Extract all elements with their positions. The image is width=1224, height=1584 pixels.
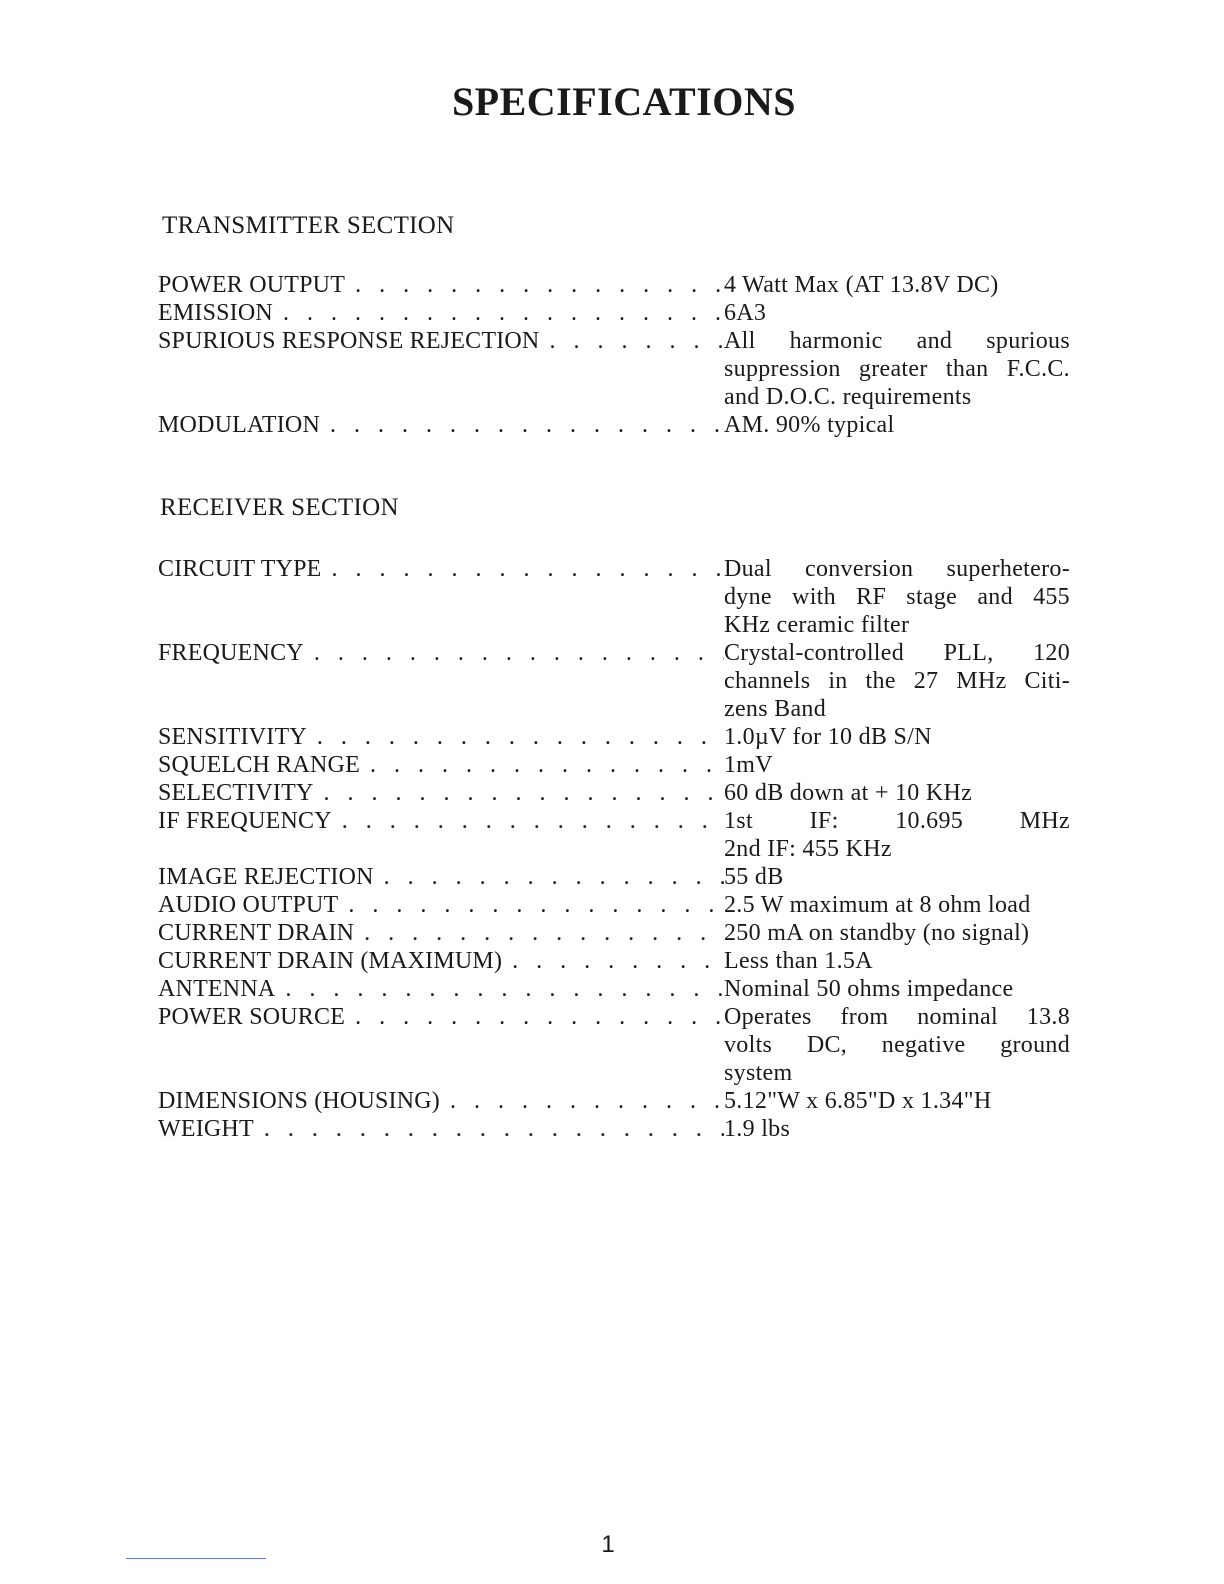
page-number: 1 [601, 1531, 615, 1558]
spec-label: POWER SOURCE [158, 1004, 346, 1030]
spec-row [158, 723, 1070, 751]
spec-value-line: channels in the 27 MHz Citi- [724, 668, 1070, 694]
spec-row [158, 327, 1070, 411]
spec-label: DIMENSIONS (HOUSING) [158, 1088, 440, 1114]
spec-label: SELECTIVITY [158, 780, 314, 806]
spec-row [158, 411, 1070, 439]
spec-value-line: 2.5 W maximum at 8 ohm load [724, 892, 1031, 918]
spec-value [724, 1087, 1070, 1115]
spec-label: AUDIO OUTPUT [158, 892, 339, 918]
spec-value-line: and D.O.C. requirements [724, 384, 972, 410]
spec-value-line: 1.0µV for 10 dB S/N [724, 724, 932, 750]
spec-value [724, 863, 1070, 891]
spec-value-line: Crystal-controlled PLL, 120 [724, 640, 1070, 666]
spec-value [724, 807, 1070, 863]
spec-value-line: Less than 1.5A [724, 948, 873, 974]
dot-leader [370, 751, 724, 779]
spec-label-group [158, 411, 724, 439]
spec-value-line: KHz ceramic filter [724, 612, 910, 638]
spec-label-group [158, 807, 724, 835]
spec-label-group [158, 1003, 724, 1031]
spec-value-line: Dual conversion superhetero- [724, 556, 1070, 582]
spec-label-group [158, 1087, 724, 1115]
dot-leader [549, 327, 724, 355]
spec-row [158, 639, 1070, 723]
spec-label-group [158, 639, 724, 667]
dot-leader [314, 639, 724, 667]
dot-leader [330, 411, 724, 439]
spec-value [724, 639, 1070, 723]
spec-label-group [158, 975, 724, 1003]
spec-label-group [158, 723, 724, 751]
spec-value-line: suppression greater than F.C.C. [724, 356, 1070, 382]
transmitter-spec-list [158, 271, 1070, 439]
spec-label-group [158, 863, 724, 891]
dot-leader [384, 863, 724, 891]
spec-row [158, 1087, 1070, 1115]
spec-label-group [158, 779, 724, 807]
dot-leader [264, 1115, 724, 1143]
spec-value [724, 947, 1070, 975]
spec-label: SPURIOUS RESPONSE REJECTION [158, 328, 540, 354]
spec-value-line: volts DC, negative ground [724, 1032, 1070, 1058]
spec-label-group [158, 751, 724, 779]
spec-value [724, 555, 1070, 639]
spec-row [158, 891, 1070, 919]
spec-value-line: All harmonic and spurious [724, 328, 1070, 354]
spec-row [158, 1003, 1070, 1087]
spec-label: ANTENNA [158, 976, 276, 1002]
spec-label-group [158, 327, 724, 355]
footer-rule [126, 1558, 266, 1559]
spec-label: IF FREQUENCY [158, 808, 332, 834]
spec-label: CURRENT DRAIN (MAXIMUM) [158, 948, 503, 974]
spec-value-line: Operates from nominal 13.8 [724, 1004, 1070, 1030]
spec-row [158, 807, 1070, 863]
spec-value [724, 1115, 1070, 1143]
dot-leader [342, 807, 724, 835]
spec-value [724, 1003, 1070, 1087]
spec-label: POWER OUTPUT [158, 272, 346, 298]
dot-leader [355, 271, 724, 299]
dot-leader [317, 723, 724, 751]
spec-label: CIRCUIT TYPE [158, 556, 322, 582]
receiver-section-heading: RECEIVER SECTION [160, 494, 399, 521]
spec-value-line: 1.9 lbs [724, 1116, 791, 1142]
dot-leader [355, 1003, 724, 1031]
spec-value [724, 751, 1070, 779]
spec-label-group [158, 947, 724, 975]
spec-value [724, 411, 1070, 439]
spec-value-line: 1mV [724, 752, 773, 778]
spec-row [158, 299, 1070, 327]
spec-value [724, 779, 1070, 807]
dot-leader [364, 919, 724, 947]
dot-leader [332, 555, 724, 583]
dot-leader [450, 1087, 724, 1115]
spec-value-line: zens Band [724, 696, 827, 722]
dot-leader [512, 947, 724, 975]
spec-value-line: AM. 90% typical [724, 412, 895, 438]
spec-label: MODULATION [158, 412, 320, 438]
spec-value-line: 5.12"W x 6.85"D x 1.34"H [724, 1088, 992, 1114]
spec-label: WEIGHT [158, 1116, 254, 1142]
spec-row [158, 975, 1070, 1003]
spec-value-line: dyne with RF stage and 455 [724, 584, 1070, 610]
spec-label-group [158, 919, 724, 947]
spec-label-group [158, 271, 724, 299]
spec-label-group [158, 299, 724, 327]
spec-value-line: 4 Watt Max (AT 13.8V DC) [724, 272, 999, 298]
page-title: SPECIFICATIONS [451, 79, 797, 124]
spec-value [724, 919, 1070, 947]
spec-label-group [158, 1115, 724, 1143]
spec-value [724, 723, 1070, 751]
spec-row [158, 919, 1070, 947]
dot-leader [324, 779, 724, 807]
spec-value [724, 271, 1070, 299]
spec-value [724, 975, 1070, 1003]
spec-label: CURRENT DRAIN [158, 920, 355, 946]
spec-value-line: system [724, 1060, 793, 1086]
spec-value [724, 327, 1070, 411]
dot-leader [285, 975, 724, 1003]
spec-row [158, 1115, 1070, 1143]
spec-value-line: 55 dB [724, 864, 784, 890]
spec-label: SENSITIVITY [158, 724, 307, 750]
spec-label: EMISSION [158, 300, 273, 326]
spec-label-group [158, 891, 724, 919]
spec-value-line: 60 dB down at + 10 KHz [724, 780, 973, 806]
spec-row [158, 779, 1070, 807]
spec-value-line: 1st IF: 10.695 MHz [724, 808, 1070, 834]
spec-row [158, 863, 1070, 891]
spec-value-line: 250 mA on standby (no signal) [724, 920, 1030, 946]
dot-leader [283, 299, 724, 327]
spec-value [724, 299, 1070, 327]
spec-label: FREQUENCY [158, 640, 304, 666]
spec-label: IMAGE REJECTION [158, 864, 374, 890]
spec-label: SQUELCH RANGE [158, 752, 360, 778]
spec-value-line: Nominal 50 ohms impedance [724, 976, 1014, 1002]
spec-label-group [158, 555, 724, 583]
spec-row [158, 271, 1070, 299]
dot-leader [348, 891, 724, 919]
receiver-spec-list [158, 555, 1070, 1143]
spec-value-line: 2nd IF: 455 KHz [724, 836, 892, 862]
transmitter-section-heading: TRANSMITTER SECTION [162, 212, 455, 239]
spec-value [724, 891, 1070, 919]
spec-row [158, 751, 1070, 779]
spec-row [158, 947, 1070, 975]
spec-value-line: 6A3 [724, 300, 767, 326]
spec-row [158, 555, 1070, 639]
